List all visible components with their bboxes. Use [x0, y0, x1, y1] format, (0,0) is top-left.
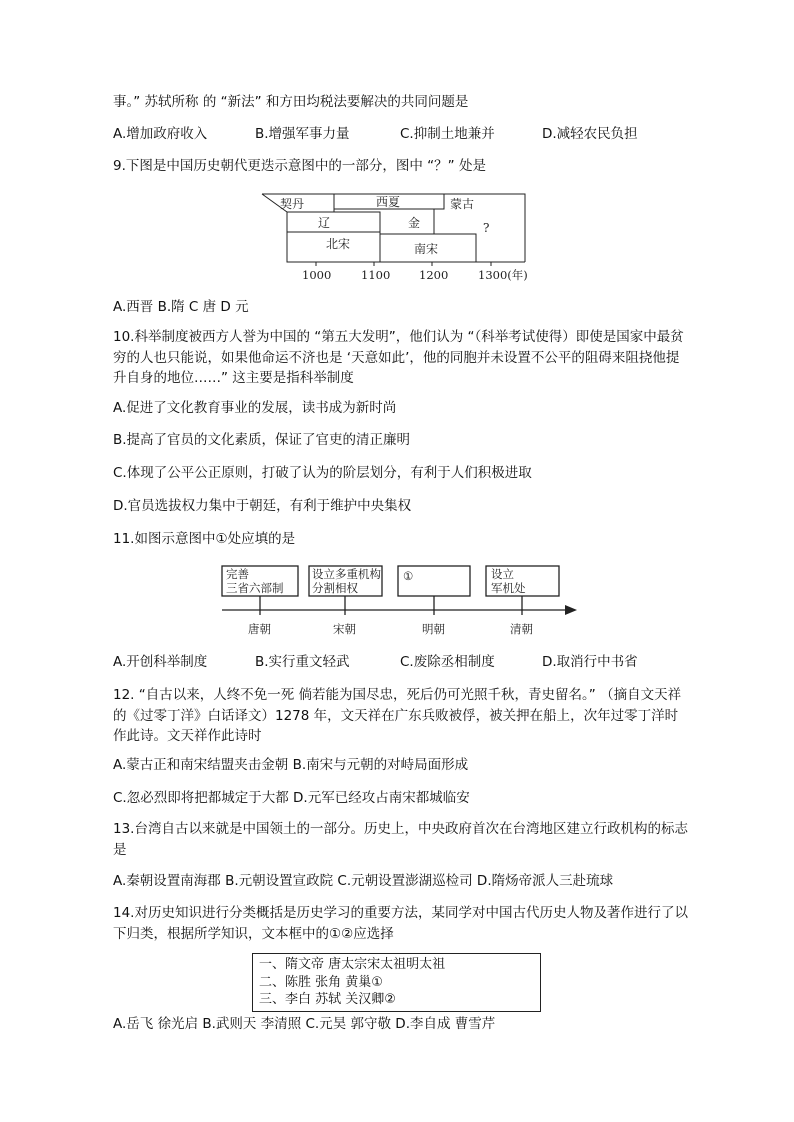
timeline-box1-line2: 三省六部制 — [226, 581, 284, 595]
q11-option-d[interactable]: D.取消行中书省 — [542, 654, 638, 670]
timeline-label-qing: 清朝 — [510, 622, 533, 636]
axis-tick-1200: 1200 — [419, 268, 449, 282]
q8-option-d[interactable]: D.减轻农民负担 — [542, 126, 638, 142]
q8-option-b[interactable]: B.增强军事力量 — [255, 126, 350, 142]
q14-options[interactable]: A.岳飞 徐光启 B.武则天 李清照 C.元昊 郭守敬 D.李自成 曹雪芹 — [113, 1016, 496, 1032]
map-label-mongol: 蒙古 — [450, 197, 475, 211]
q9-options[interactable]: A.西晋 B.隋 C 唐 D 元 — [113, 299, 249, 315]
q8-stem: 事。” 苏轼所称 的 “新法” 和方田均税法要解决的共同问题是 — [113, 94, 469, 110]
timeline-box2-line2: 分割相权 — [312, 581, 358, 595]
q11-stem: 11.如图示意图中①处应填的是 — [113, 531, 296, 547]
classification-row-1: 一、隋文帝 唐太宗宋太祖明太祖 — [259, 957, 446, 972]
classification-row-3: 三、李白 苏轼 关汉卿② — [259, 992, 396, 1007]
political-system-timeline — [215, 560, 580, 642]
timeline-box1-line1: 完善 — [226, 567, 249, 581]
timeline-box2-line1: 设立多重机构 — [312, 567, 381, 581]
timeline-box4-line1: 设立 — [491, 567, 514, 581]
q9-stem: 9.下图是中国历史朝代更迭示意图中的一部分，图中 “？” 处是 — [113, 158, 486, 174]
dynasty-succession-map — [250, 186, 540, 286]
map-label-liao: 辽 — [318, 216, 331, 230]
map-label-beisong: 北宋 — [326, 237, 351, 251]
q11-option-a[interactable]: A.开创科举制度 — [113, 654, 208, 670]
timeline-label-song: 宋朝 — [333, 622, 356, 636]
axis-tick-1100: 1100 — [361, 268, 391, 282]
timeline-label-tang: 唐朝 — [248, 622, 271, 636]
q11-option-b[interactable]: B.实行重文轻武 — [255, 654, 350, 670]
q14-stem: 14.对历史知识进行分类概括是历史学习的重要方法，某同学对中国古代历史人物及著作进行了以下归类，根据所学知识，文本框中的①②应选择 — [113, 905, 688, 942]
classification-row-2: 二、陈胜 张角 黄巢① — [259, 974, 383, 990]
timeline-label-ming: 明朝 — [422, 622, 445, 636]
q13-options[interactable]: A.秦朝设置南海郡 B.元朝设置宣政院 C.元朝设置澎湖巡检司 D.隋炀帝派人三赴琉球 — [113, 873, 614, 889]
timeline-box4-line2: 军机处 — [491, 581, 526, 595]
map-label-khitan: 契丹 — [280, 197, 305, 211]
q11-option-c[interactable]: C.废除丞相制度 — [400, 654, 495, 670]
map-label-xixia: 西夏 — [376, 195, 401, 209]
timeline-box3-blank: ① — [403, 569, 414, 583]
classification-box — [252, 953, 541, 1012]
q10-stem: 10.科举制度被西方人誉为中国的 “第五大发明”，他们认为 “（科举考试使得）即使是国家中最贫穷的人也只能说，如果他命运不济也是 ‘天意如此’，他的同胞并未设置不公平的阻碍来阻挠他提升自身的地位……” 这主要是指科举制度 — [113, 329, 684, 386]
q13-stem: 13.台湾自古以来就是中国领土的一部分。历史上，中央政府首次在台湾地区建立行政机构的标志是 — [113, 821, 688, 858]
q8-option-c[interactable]: C.抑制土地兼并 — [400, 126, 495, 142]
q12-options-ab[interactable]: A.蒙古正和南宋结盟夹击金朝 B.南宋与元朝的对峙局面形成 — [113, 757, 469, 773]
axis-tick-1300: 1300(年) — [478, 268, 528, 282]
map-label-unknown: ? — [483, 221, 490, 235]
q12-options-cd[interactable]: C.忽必烈即将把都城定于大都 D.元军已经攻占南宋都城临安 — [113, 790, 470, 806]
q10-option-d[interactable]: D.官员选拔权力集中于朝廷，有利于维护中央集权 — [113, 498, 412, 514]
q10-option-a[interactable]: A.促进了文化教育事业的发展，读书成为新时尚 — [113, 400, 397, 416]
map-label-jin: 金 — [408, 216, 421, 230]
axis-tick-1000: 1000 — [302, 268, 332, 282]
q10-option-b[interactable]: B.提高了官员的文化素质，保证了官吏的清正廉明 — [113, 432, 411, 448]
map-label-nansong: 南宋 — [414, 242, 439, 256]
q8-option-a[interactable]: A.增加政府收入 — [113, 126, 208, 142]
q12-stem: 12. “自古以来，人终不免一死 倘若能为国尽忠，死后仍可光照千秋，青史留名。” （摘自文天祥的《过零丁洋》白话译文）1278 年，文天祥在广东兵败被俘，被关押在船上，次年过零丁洋时作此诗。文天祥作此诗时 — [113, 687, 682, 744]
q10-option-c[interactable]: C.体现了公平公正原则，打破了认为的阶层划分，有利于人们积极进取 — [113, 465, 532, 481]
